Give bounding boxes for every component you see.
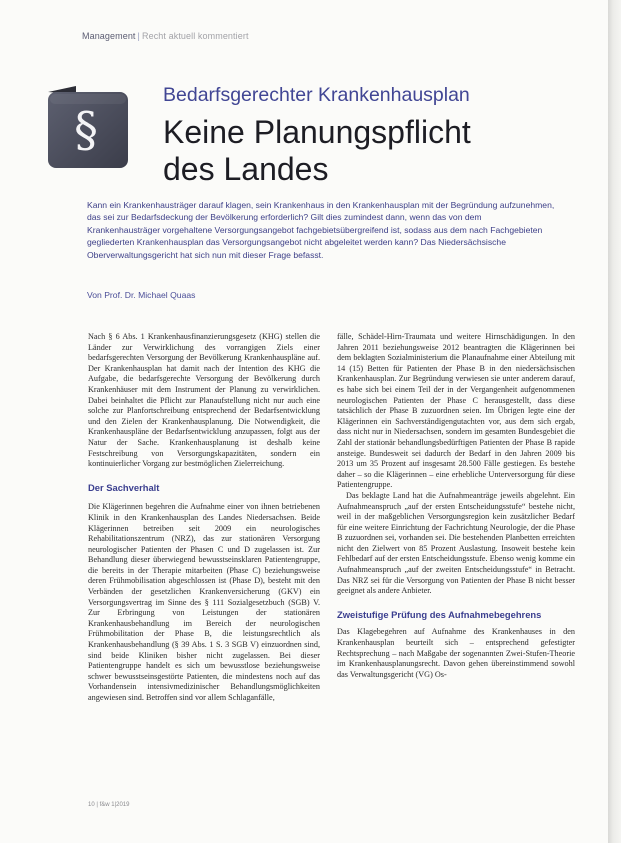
badge-symbol: § (74, 102, 98, 158)
body-column-right (337, 332, 575, 680)
subsection-label: Recht aktuell kommentiert (142, 31, 249, 41)
article-subtitle: Bedarfsgerechter Krankenhausplan (163, 84, 470, 106)
body-paragraph: Das beklagte Land hat die Aufnahmeanträge jeweils abgelehnt. Ein Aufnahmeanspruch „auf der ersten Entscheidungsstufe“ bestehe nicht, weil in der maßgeblichen Versorgungsregion kein zusätzlicher Bedarf für eine weitere Einrichtung der Fachrichtung Neurologie, der die Phase B zuzuordnen sei, vorhanden sei. Die bestehenden Planbetten erreichten nicht den Zielwert von 85 Prozent Auslastung. Insoweit bestehe kein Fehlbedarf auf der ersten Entscheidungsstufe. Ebenso wenig komme ein Aufnahmeanspruch „auf der zweiten Entscheidungsstufe“ in Betracht. Das NRZ sei für die Versorgung von Patienten der Phase B nicht besser geeignet als andere Anbieter. (337, 490, 575, 596)
article-author: Von Prof. Dr. Michael Quaas (87, 290, 196, 300)
section-label: Management (82, 31, 136, 41)
section-heading: Zweistufige Prüfung des Aufnahmebegehrens (337, 608, 542, 620)
section-header (82, 31, 249, 41)
section-separator: | (137, 31, 140, 41)
body-paragraph: Die Klägerinnen begehren die Aufnahme einer von ihnen betriebenen Klinik in den Krankenhausplan des Landes Niedersachsen. Beide Klägerinnen betreiben seit 2009 ein neurologisches Rehabilitationszentrum (NRZ), das zur stationären Versorgung neurologischer Patienten der Phasen C und D zugelassen ist. Zur Behandlung dieser überwiegend bewusstseinsklaren Patientengruppe, die bereits in der Therapie mitarbeiten (Phase C) beziehungsweise deren Frühmobilisation abgeschlossen ist (Phase D), besteht mit den Verbänden der gesetzlichen Krankenversicherung (GKV) ein Versorgungsvertrag im Sinne des § 111 Sozialgesetzbuch (SGB) V. Zur Erbringung von Leistungen der stationären Krankenhausbehandlung im Bereich der neurologischen Frühmobilitation der Phase B, die leistungsrechtlich als Krankenhausbehandlung (§ 39 Abs. 1 S. 3 SGB V) einzuordnen sind, sind beide Kliniken bisher nicht zugelassen. Bei dieser Patientengruppe handelt es sich um bewusstlose beziehungsweise schwer bewusstseinsgestörte Patienten, die mindestens noch auf das Vorhandensein intensivmedizinischer Behandlungsmöglichkeiten angewiesen sind. Betroffen sind vor allem Schlaganfälle, (88, 502, 320, 702)
section-heading: Der Sachverhalt (88, 481, 160, 493)
article-lead: Kann ein Krankenhausträger darauf klagen, sein Krankenhaus in den Krankenhausplan mit der Begründung aufzunehmen, das sei zur Bedarfsdeckung der Bevölkerung erforderlich? Gilt dies zumindest dann, wenn das von dem Krankenhausträger vorgehaltene Versorgungsangebot fachgebietsübergreifend ist, sodass aus dem nach Fachgebieten gegliederten Krankenhausplan das Versorgungsangebot nicht abgeleitet werden kann? Das Niedersächsische Oberverwaltungsgericht hat sich nun mit dieser Frage befasst. (87, 200, 555, 260)
article-title: Keine Planungspflicht des Landes (163, 114, 471, 187)
body-paragraph: Nach § 6 Abs. 1 Krankenhausfinanzierungsgesetz (KHG) stellen die Länder zur Verwirklichung des vorrangigen Ziels einer bedarfsgerechten Versorgung der Bevölkerung Krankenhauspläne auf. Der Krankenhausplan hat damit nach der Intention des KHG die Aufgabe, die bedarfsgerechte Versorgung der Bevölkerung durch Krankenhäuser mit dem Instrument der Planung zu verwirklichen. Dabei beinhaltet die Pflicht zur Planaufstellung nicht nur auch eine solche zur Planfortschreibung entsprechend der Bedarfsentwicklung und den Zielen der Krankenhausplanung. Die Notwendigkeit, die Krankenhauspläne der Bedarfsentwicklung anzupassen, folgt aus der Natur der Sache. Krankenhausplanung ist deshalb keine Festschreibung von Versorgungskapazitäten, sondern ein kontinuierlicher Vorgang zur bestmöglichen Zielerreichung. (88, 332, 320, 469)
paragraph-symbol-icon (46, 86, 132, 172)
body-paragraph: Das Klagebegehren auf Aufnahme des Krankenhauses in den Krankenhausplan beurteilt sich – entsprechend gefestigter Rechtsprechung – nach Maßgabe der sogenannten Zwei-Stufen-Theorie im Krankenhausplanungsrecht. Davon gehen übereinstimmend sowohl das Verwaltungsgericht (VG) Os- (337, 627, 575, 679)
body-paragraph: fälle, Schädel-Hirn-Traumata und weitere Hirnschädigungen. In den Jahren 2011 beziehungsweise 2012 beantragten die Klägerinnen bei dem beklagten Sozialministerium die Planaufnahme einer Abteilung mit 14 (15) Betten für Patienten der Phase B in den niedersächsischen Krankenhausplan. Zur Begründung verwiesen sie unter anderem darauf, es habe sich bei einem Teil der in der Vergangenheit aufgenommenen neurologischen Patienten der Phase C herausgestellt, dass diese tatsächlich der Phase B zuzuordnen seien. Im Übrigen legte eine der Klägerinnen ein Sachverständigengutachten vor, aus dem sich ergab, dass nicht nur in Niedersachsen, sondern im gesamten Bundesgebiet die Zahl der stationär behandlungsbedürftigen Patienten der Phase B rapide ansteige. Bundesweit sei dadurch der Bedarf in den Jahren 2009 bis 2013 um 35 Prozent auf insgesamt 28.500 Fälle gestiegen. Es bestehe daher – so die Klägerinnen – eine erhebliche Unterversorgung für diese Patientengruppe. (337, 332, 575, 490)
page-edge (608, 0, 621, 843)
body-column-left (88, 332, 320, 704)
page-folio: 10 | f&w 1|2019 (88, 802, 130, 808)
